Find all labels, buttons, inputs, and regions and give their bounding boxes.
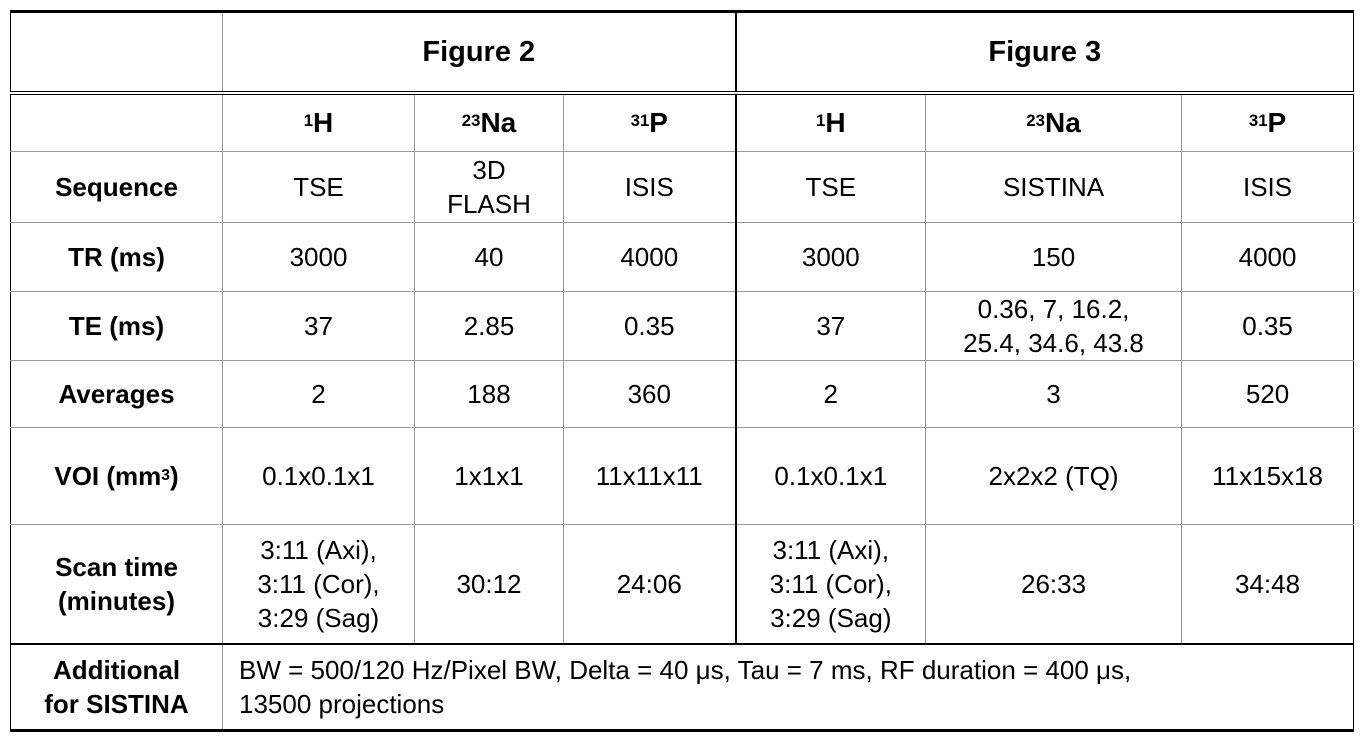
parameters-table — [10, 10, 1354, 732]
row-label: VOI $(mm^3)$ — [11, 428, 223, 525]
header-blank-cell — [11, 12, 223, 94]
value-cell: 0.35 — [1182, 292, 1354, 361]
row-label: Additional for SISTINA — [11, 644, 223, 731]
row-label: TE (ms) — [11, 292, 223, 361]
value-cell: 3000 — [736, 223, 926, 292]
value-cell: 2 — [223, 361, 415, 428]
isotope-blank-cell — [11, 93, 223, 152]
value-cell: 30:12 — [415, 525, 564, 645]
value-cell: 4000 — [1182, 223, 1354, 292]
row-label: TR (ms) — [11, 223, 223, 292]
table-row — [11, 12, 1354, 94]
figure3-header: Figure 3 — [736, 12, 1354, 94]
isotope-cell: $^{23}$Na — [926, 93, 1182, 152]
value-cell: 2x2x2 (TQ) — [926, 428, 1182, 525]
value-cell: 37 — [223, 292, 415, 361]
isotope-cell: $^1$H — [736, 93, 926, 152]
value-cell: TSE — [223, 152, 415, 223]
value-cell: ISIS — [1182, 152, 1354, 223]
table-row — [11, 292, 1354, 361]
value-cell: 3D FLASH — [415, 152, 564, 223]
table-row — [11, 152, 1354, 223]
value-cell: 1x1x1 — [415, 428, 564, 525]
value-cell: 0.36, 7, 16.2, 25.4, 34.6, 43.8 — [926, 292, 1182, 361]
value-cell: 3000 — [223, 223, 415, 292]
isotope-cell: $^{31}$P — [1182, 93, 1354, 152]
value-cell: 40 — [415, 223, 564, 292]
figure2-header: Figure 2 — [223, 12, 736, 94]
sistina-additional-params: BW = 500/120 Hz/Pixel BW, Delta = 40 μs, Tau = 7 ms, RF duration = 400 μs, 13500 projections — [223, 644, 1354, 731]
value-cell: 0.35 — [564, 292, 736, 361]
value-cell: ISIS — [564, 152, 736, 223]
value-cell: 2 — [736, 361, 926, 428]
table-row — [11, 428, 1354, 525]
table-row — [11, 93, 1354, 152]
row-label: Averages — [11, 361, 223, 428]
value-cell: 11x11x11 — [564, 428, 736, 525]
row-label: Scan time (minutes) — [11, 525, 223, 645]
value-cell: 188 — [415, 361, 564, 428]
isotope-cell: $^{23}$Na — [415, 93, 564, 152]
value-cell: 3 — [926, 361, 1182, 428]
value-cell: 34:48 — [1182, 525, 1354, 645]
value-cell: 0.1x0.1x1 — [736, 428, 926, 525]
value-cell: 37 — [736, 292, 926, 361]
value-cell: 360 — [564, 361, 736, 428]
value-cell: 150 — [926, 223, 1182, 292]
table-row — [11, 644, 1354, 731]
value-cell: TSE — [736, 152, 926, 223]
value-cell: 3:11 (Axi), 3:11 (Cor), 3:29 (Sag) — [223, 525, 415, 645]
value-cell: 24:06 — [564, 525, 736, 645]
table-row — [11, 361, 1354, 428]
value-cell: 4000 — [564, 223, 736, 292]
table-row — [11, 223, 1354, 292]
value-cell: 3:11 (Axi), 3:11 (Cor), 3:29 (Sag) — [736, 525, 926, 645]
value-cell: 0.1x0.1x1 — [223, 428, 415, 525]
value-cell: 11x15x18 — [1182, 428, 1354, 525]
value-cell: 520 — [1182, 361, 1354, 428]
value-cell: SISTINA — [926, 152, 1182, 223]
value-cell: 2.85 — [415, 292, 564, 361]
isotope-cell: $^{31}$P — [564, 93, 736, 152]
isotope-cell: $^1$H — [223, 93, 415, 152]
value-cell: 26:33 — [926, 525, 1182, 645]
table-row — [11, 525, 1354, 645]
row-label: Sequence — [11, 152, 223, 223]
